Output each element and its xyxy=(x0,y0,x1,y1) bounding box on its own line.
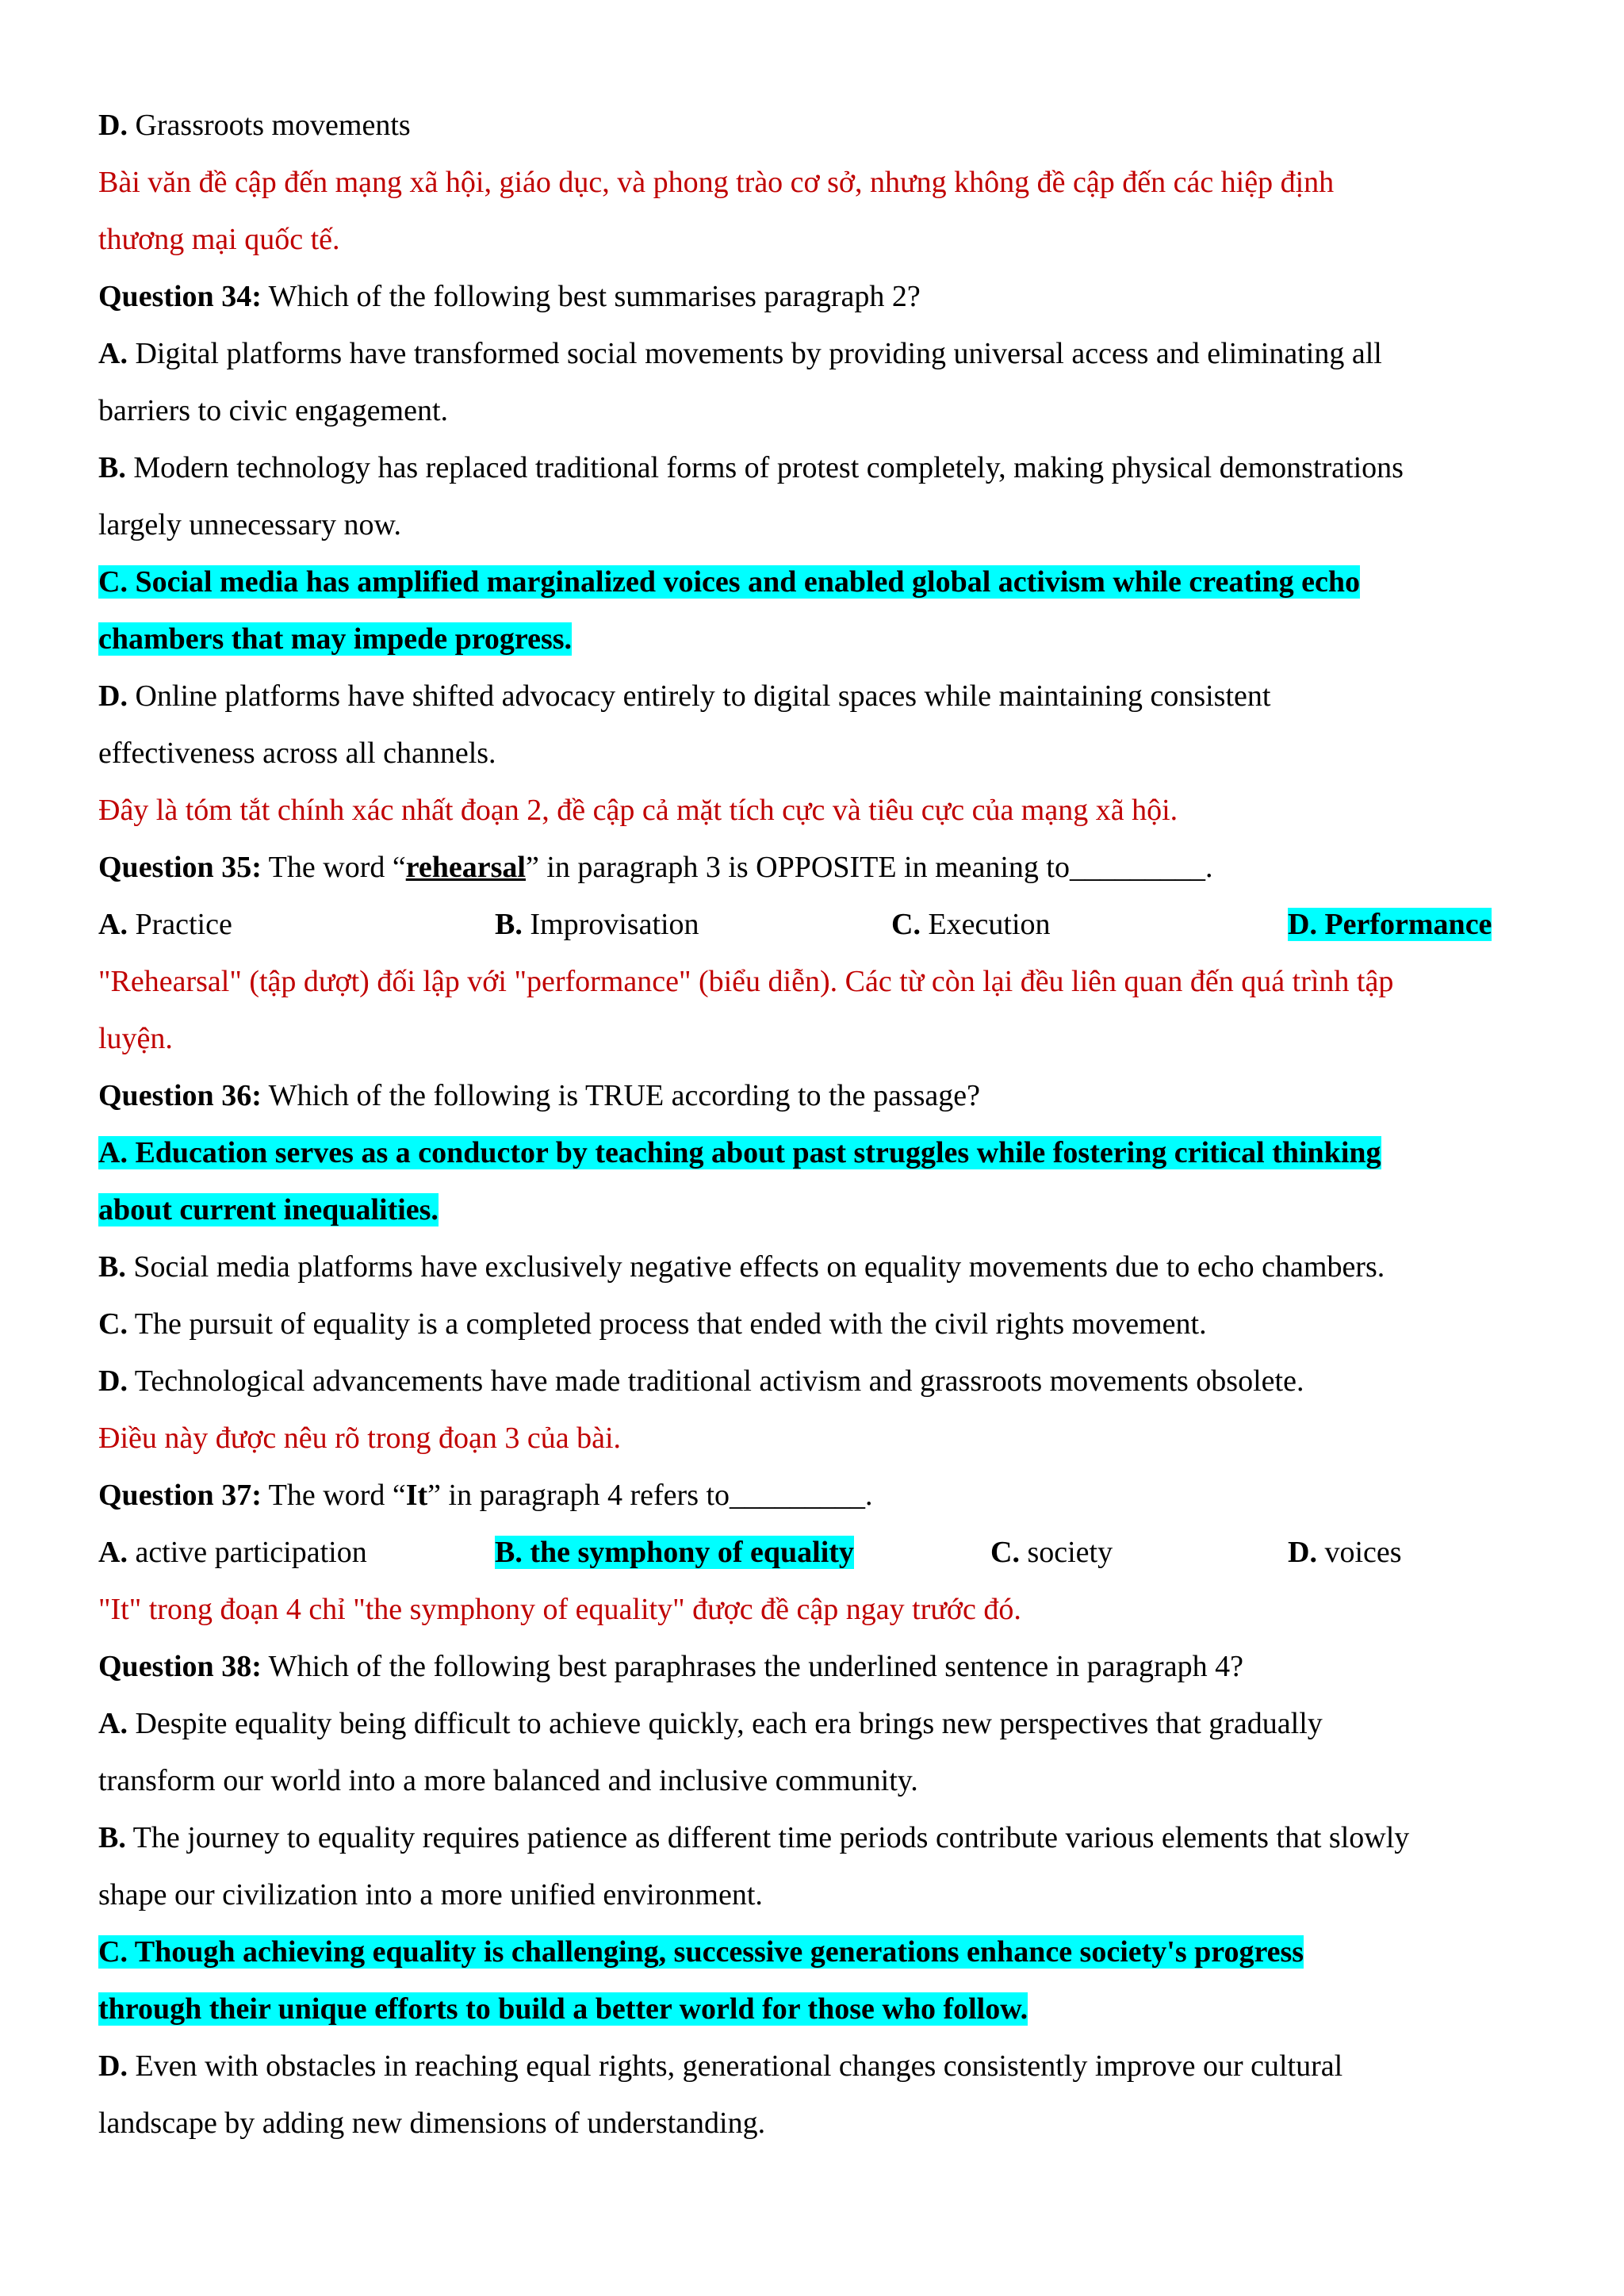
option-letter: C. xyxy=(98,1307,128,1341)
option-text: The journey to equality requires patience as different time periods contribute various elements that slowly xyxy=(125,1821,1410,1854)
q37-option-d xyxy=(1288,1524,1402,1581)
q38-option-c-line-1 xyxy=(98,1923,1549,1980)
q34-option-a-line-1 xyxy=(98,325,1549,382)
q36-option-a-line-2 xyxy=(98,1181,1549,1238)
q36-explanation: Điều này được nêu rõ trong đoạn 3 của bài. xyxy=(98,1422,622,1455)
option-text: Practice xyxy=(127,908,232,941)
q38-option-d-line-2: landscape by adding new dimensions of understanding. xyxy=(98,2107,766,2140)
q34-explanation: Đây là tóm tắt chính xác nhất đoạn 2, đề cập cả mặt tích cực và tiêu cực của mạng xã hội. xyxy=(98,794,1178,827)
option-letter: A. xyxy=(98,1707,128,1740)
question-text: Which of the following is TRUE according to the passage? xyxy=(261,1079,981,1112)
option-letter: A. xyxy=(98,337,128,370)
option-letter: C. xyxy=(990,1536,1020,1569)
question-text: ” in paragraph 4 refers to_________. xyxy=(427,1479,873,1512)
q34-option-c-line-2 xyxy=(98,610,1549,668)
q34-option-d-line-1 xyxy=(98,668,1549,725)
target-word: rehearsal xyxy=(405,851,526,884)
q35-options xyxy=(98,896,1549,953)
option-text: society xyxy=(1019,1536,1113,1569)
q36-option-c xyxy=(98,1295,1549,1353)
question-label: Question 34: xyxy=(98,280,262,313)
option-letter: B. xyxy=(98,1250,126,1284)
question-label: Question 38: xyxy=(98,1650,262,1683)
q34-option-b-line-2: largely unnecessary now. xyxy=(98,508,401,541)
option-text: Execution xyxy=(920,908,1051,941)
q35-explanation-line-1: "Rehearsal" (tập dượt) đối lập với "performance" (biểu diễn). Các từ còn lại đều liên quan đến quá trình tập xyxy=(98,965,1394,998)
question-text: Which of the following best summarises paragraph 2? xyxy=(261,280,921,313)
correct-answer-highlight: C. Though achieving equality is challenging, successive generations enhance society's progress xyxy=(98,1935,1304,1969)
option-letter: A. xyxy=(98,908,128,941)
correct-answer-highlight: chambers that may impede progress. xyxy=(98,622,573,656)
question-text: ” in paragraph 3 is OPPOSITE in meaning to_________. xyxy=(525,851,1213,884)
q34-stem xyxy=(98,268,1549,325)
q37-option-c xyxy=(990,1524,1113,1581)
document-page xyxy=(98,97,1549,2152)
option-text: Technological advancements have made traditional activism and grassroots movements obsolete. xyxy=(127,1364,1304,1398)
q35-option-a xyxy=(98,896,232,953)
option-letter: D. xyxy=(98,1364,128,1398)
option-letter: B. xyxy=(98,451,126,484)
option-letter: D. xyxy=(98,2049,128,2083)
q34-option-b-line-1 xyxy=(98,439,1549,496)
option-text: Despite equality being difficult to achieve quickly, each era brings new perspectives that gradually xyxy=(127,1707,1323,1740)
option-text: Even with obstacles in reaching equal rights, generational changes consistently improve our cultural xyxy=(127,2049,1343,2083)
q34-option-c-line-1 xyxy=(98,553,1549,610)
correct-answer-highlight: about current inequalities. xyxy=(98,1193,439,1226)
question-label: Question 37: xyxy=(98,1479,262,1512)
q37-options xyxy=(98,1524,1549,1581)
option-text: Social media platforms have exclusively negative effects on equality movements due to echo chambers. xyxy=(125,1250,1385,1284)
option-text: Modern technology has replaced traditional forms of protest completely, making physical demonstrations xyxy=(125,451,1404,484)
option-letter: D. xyxy=(98,109,128,142)
question-text: The word “ xyxy=(261,851,406,884)
option-text: active participation xyxy=(127,1536,367,1569)
q33-option-d xyxy=(98,97,1549,154)
correct-answer-highlight: B. the symphony of equality xyxy=(495,1536,854,1569)
q38-option-d-line-1 xyxy=(98,2038,1549,2095)
q33-explanation-line-2: thương mại quốc tế. xyxy=(98,223,340,256)
q35-explanation-line-2: luyện. xyxy=(98,1022,173,1055)
q38-option-b-line-1 xyxy=(98,1809,1549,1866)
option-letter: D. xyxy=(98,679,128,713)
target-word: It xyxy=(405,1479,428,1512)
question-label: Question 36: xyxy=(98,1079,262,1112)
q37-explanation: "It" trong đoạn 4 chỉ "the symphony of equality" được đề cập ngay trước đó. xyxy=(98,1593,1021,1626)
q37-option-b xyxy=(495,1524,854,1581)
option-letter: C. xyxy=(891,908,921,941)
q37-stem xyxy=(98,1467,1549,1524)
option-letter: D. xyxy=(1288,1536,1317,1569)
q35-option-b xyxy=(495,896,699,953)
question-label: Question 35: xyxy=(98,851,262,884)
correct-answer-highlight: A. Education serves as a conductor by teaching about past struggles while fostering critical thinking xyxy=(98,1136,1381,1169)
q35-stem xyxy=(98,839,1549,896)
q35-option-d xyxy=(1288,896,1492,953)
q36-option-a-line-1 xyxy=(98,1124,1549,1181)
q34-option-a-line-2: barriers to civic engagement. xyxy=(98,394,449,427)
option-letter: B. xyxy=(98,1821,126,1854)
q38-stem xyxy=(98,1638,1549,1695)
option-text: Online platforms have shifted advocacy entirely to digital spaces while maintaining consistent xyxy=(127,679,1271,713)
q37-option-a xyxy=(98,1524,367,1581)
option-text: Improvisation xyxy=(522,908,699,941)
option-letter: A. xyxy=(98,1536,128,1569)
q36-option-b xyxy=(98,1238,1549,1295)
question-text: The word “ xyxy=(261,1479,406,1512)
option-text: The pursuit of equality is a completed process that ended with the civil rights movement. xyxy=(127,1307,1207,1341)
q38-option-c-line-2 xyxy=(98,1980,1549,2038)
q38-option-a-line-2: transform our world into a more balanced and inclusive community. xyxy=(98,1764,918,1797)
option-text: Digital platforms have transformed social movements by providing universal access and eliminating all xyxy=(127,337,1382,370)
q38-option-a-line-1 xyxy=(98,1695,1549,1752)
option-text: voices xyxy=(1316,1536,1402,1569)
q36-stem xyxy=(98,1067,1549,1124)
q33-explanation-line-1: Bài văn đề cập đến mạng xã hội, giáo dục, và phong trào cơ sở, nhưng không đề cập đến các hiệp định xyxy=(98,166,1335,199)
q38-option-b-line-2: shape our civilization into a more unified environment. xyxy=(98,1878,763,1911)
correct-answer-highlight: C. Social media has amplified marginalized voices and enabled global activism while creating echo xyxy=(98,565,1361,599)
q34-option-d-line-2: effectiveness across all channels. xyxy=(98,737,496,770)
correct-answer-highlight: D. Performance xyxy=(1288,908,1492,941)
q36-option-d xyxy=(98,1353,1549,1410)
correct-answer-highlight: through their unique efforts to build a better world for those who follow. xyxy=(98,1992,1028,2026)
question-text: Which of the following best paraphrases the underlined sentence in paragraph 4? xyxy=(261,1650,1243,1683)
option-letter: B. xyxy=(495,908,523,941)
q35-option-c xyxy=(891,896,1051,953)
option-text: Grassroots movements xyxy=(127,109,411,142)
